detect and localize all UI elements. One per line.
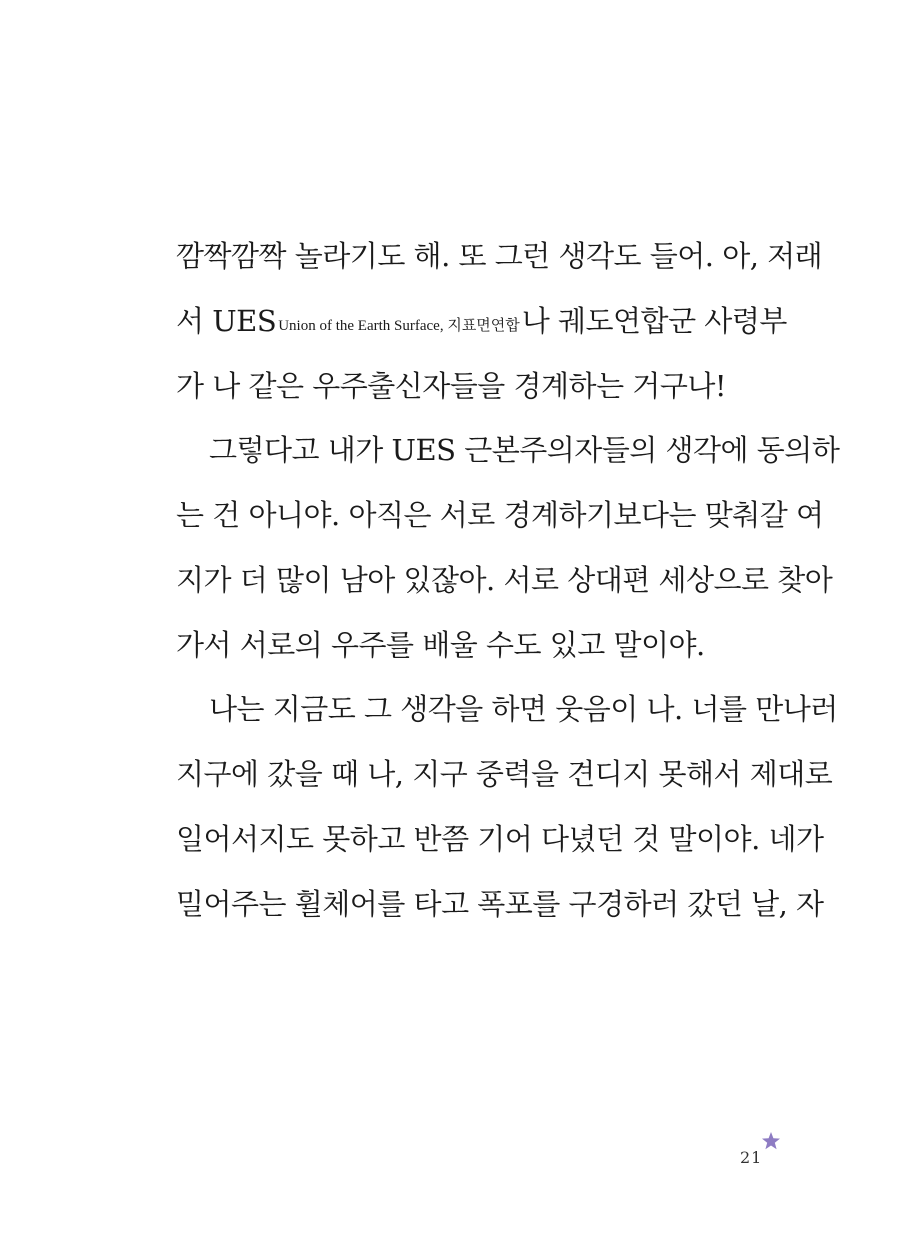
text-line-8: 나는 지금도 그 생각을 하면 웃음이 나. 너를 만나러 [209,692,838,726]
text-line-5: 는 건 아니야. 아직은 서로 경계하기보다는 맞춰갈 여 [176,498,824,532]
text-line-11: 밀어주는 휠체어를 타고 폭포를 구경하러 갔던 날, 자 [176,887,824,921]
text-line-6: 지가 더 많이 남아 있잖아. 서로 상대편 세상으로 찾아 [176,563,833,597]
text-line-2-start: 서 UES [176,304,277,338]
text-line-1: 깜짝깜짝 놀라기도 해. 또 그런 생각도 들어. 아, 저래 [176,239,823,273]
text-line-2 [176,297,787,345]
text-line-3: 가 나 같은 우주출신자들을 경계하는 거구나! [176,369,726,403]
text-line-4: 그렇다고 내가 UES 근본주의자들의 생각에 동의하 [209,433,840,467]
text-line-9: 지구에 갔을 때 나, 지구 중력을 견디지 못해서 제대로 [176,757,833,791]
text-line-2-end: 나 궤도연합군 사령부 [521,304,787,338]
text-line-10: 일어서지도 못하고 반쯤 기어 다녔던 것 말이야. 네가 [176,822,824,856]
star-icon [761,1131,781,1151]
text-line-7: 가서 서로의 우주를 배울 수도 있고 말이야. [176,628,705,662]
page-number: 21 [740,1148,763,1167]
ues-gloss: Union of the Earth Surface, 지표면연합 [278,318,520,334]
